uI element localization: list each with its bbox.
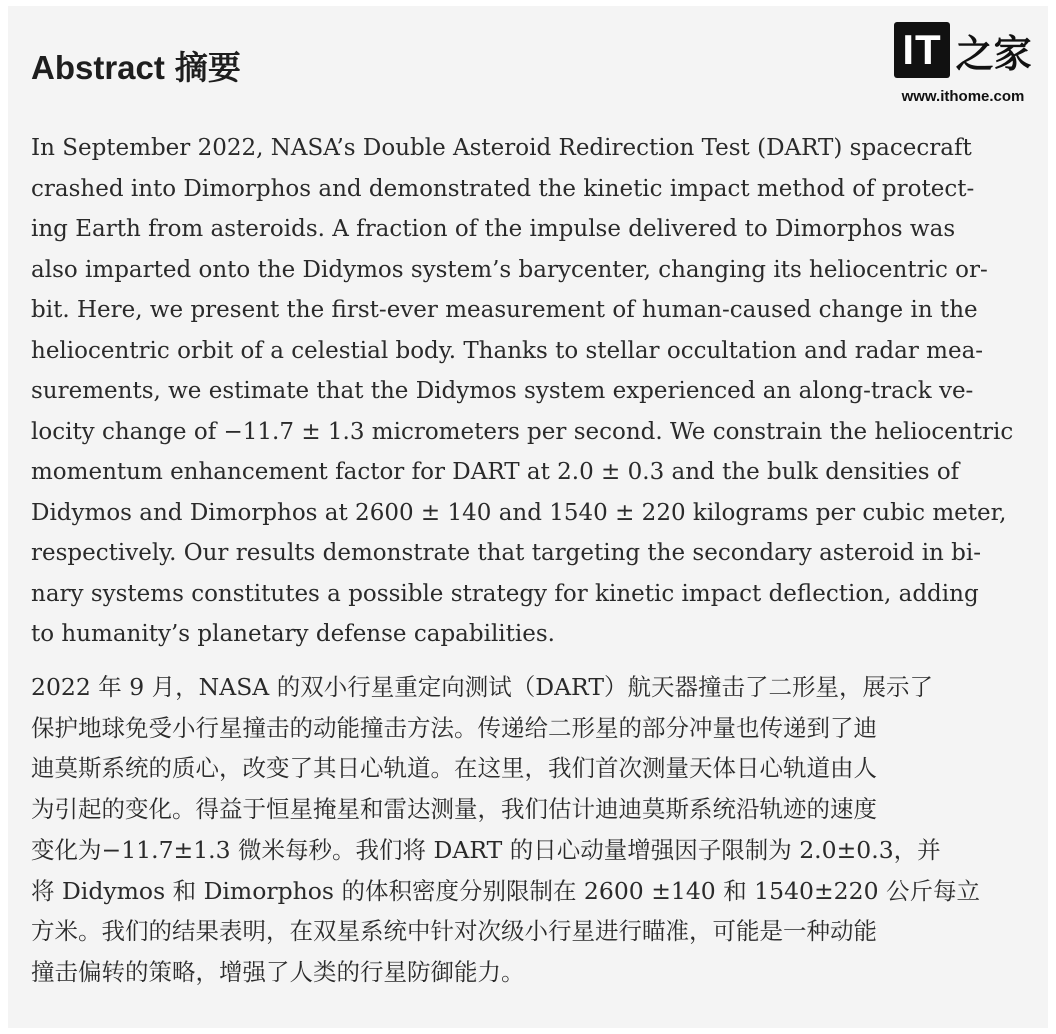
logo-url: www.ithome.com xyxy=(901,88,1025,105)
abstract-english xyxy=(31,128,1026,655)
abstract-en-line: respectively. Our results demonstrate that targeting the secondary asteroid in bi- xyxy=(31,540,982,566)
abstract-en-line: momentum enhancement factor for DART at 2.0 ± 0.3 and the bulk densities of xyxy=(31,459,960,485)
abstract-en-line: also imparted onto the Didymos system’s barycenter, changing its heliocentric or- xyxy=(31,256,988,283)
abstract-zh-line: 方米。我们的结果表明，在双星系统中针对次级小行星进行瞄准，可能是一种动能 xyxy=(31,917,877,946)
abstract-chinese xyxy=(31,667,1026,993)
abstract-en-line: heliocentric orbit of a celestial body. Thanks to stellar occultation and radar mea- xyxy=(31,337,984,364)
logo-mark xyxy=(888,20,1038,80)
abstract-zh-line: 将 Didymos 和 Dimorphos 的体积密度分别限制在 2600 ±140 和 1540±220 公斤每立 xyxy=(31,876,981,905)
abstract-en-line: locity change of −11.7 ± 1.3 micrometers per second. We constrain the heliocentric xyxy=(31,418,1014,445)
heading-zh: 摘要 xyxy=(174,49,241,86)
abstract-en-line: surements, we estimate that the Didymos system experienced an along-track ve- xyxy=(31,378,974,404)
abstract-en-line: In September 2022, NASA’s Double Asteroid Redirection Test (DART) spacecraft xyxy=(31,135,972,161)
abstract-zh-line: 迪莫斯系统的质心，改变了其日心轨道。在这里，我们首次测量天体日心轨道由人 xyxy=(31,754,877,783)
abstract-zh-line: 保护地球免受小行星撞击的动能撞击方法。传递给二形星的部分冲量也传递到了迪 xyxy=(31,713,877,742)
abstract-en-line: nary systems constitutes a possible strategy for kinetic impact deflection, adding xyxy=(31,580,979,607)
abstract-en-line: ing Earth from asteroids. A fraction of the impulse delivered to Dimorphos was xyxy=(31,216,956,242)
ithome-logo xyxy=(888,20,1038,105)
abstract-zh-line: 2022 年 9 月，NASA 的双小行星重定向测试（DART）航天器撞击了二形星，展示了 xyxy=(31,673,934,701)
abstract-zh-line: 撞击偏转的策略，增强了人类的行星防御能力。 xyxy=(31,957,525,986)
abstract-zh-line: 为引起的变化。得益于恒星掩星和雷达测量，我们估计迪迪莫斯系统沿轨迹的速度 xyxy=(31,795,877,824)
logo-it: IT xyxy=(894,22,949,78)
abstract-panel xyxy=(8,6,1048,1028)
logo-zh: 之家 xyxy=(955,31,1032,76)
abstract-en-line: Didymos and Dimorphos at 2600 ± 140 and 1540 ± 220 kilograms per cubic meter, xyxy=(31,499,1007,526)
abstract-heading xyxy=(31,42,241,89)
abstract-zh-line: 变化为−11.7±1.3 微米每秒。我们将 DART 的日心动量增强因子限制为 2.0±0.3，并 xyxy=(31,835,941,864)
heading-en: Abstract xyxy=(31,49,165,86)
abstract-en-line: bit. Here, we present the first-ever measurement of human-caused change in the xyxy=(31,297,978,323)
abstract-en-line: crashed into Dimorphos and demonstrated the kinetic impact method of protect- xyxy=(31,175,975,202)
abstract-en-line: to humanity’s planetary defense capabilities. xyxy=(31,621,555,647)
